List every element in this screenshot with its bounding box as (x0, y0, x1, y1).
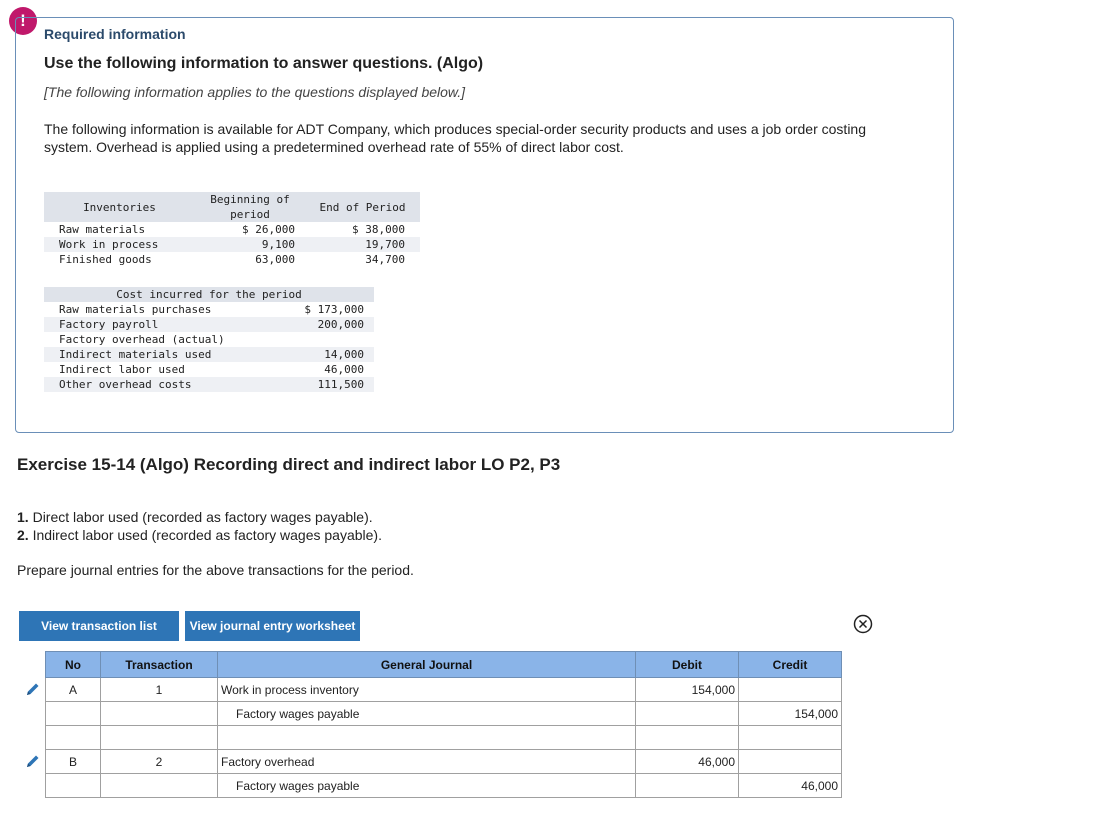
table-row (44, 302, 374, 317)
row-end: 19,700 (305, 237, 420, 252)
row-value: $ 173,000 (304, 303, 364, 316)
task-number: 2. (17, 527, 29, 543)
row-end: $ 38,000 (352, 223, 405, 236)
row-begin: 63,000 (255, 253, 295, 266)
task-text: Direct labor used (recorded as factory wages payable). (28, 509, 373, 525)
col-no-header: No (46, 652, 101, 678)
prepare-instruction: Prepare journal entries for the above transactions for the period. (17, 562, 414, 578)
table-row (44, 252, 420, 267)
table-row (44, 222, 420, 237)
table-row (44, 237, 420, 252)
list-item (17, 508, 382, 526)
debit-cell[interactable]: 46,000 (636, 750, 739, 774)
table-row (46, 750, 842, 774)
applies-note: [The following information applies to the questions displayed below.] (44, 84, 466, 100)
view-transaction-list-button[interactable]: View transaction list (19, 611, 179, 641)
account-cell[interactable]: Factory wages payable (218, 702, 636, 726)
col-general-journal-header: General Journal (218, 652, 636, 678)
task-list (17, 508, 382, 544)
entry-transaction (101, 726, 218, 750)
entry-no (46, 726, 101, 750)
entry-transaction (101, 702, 218, 726)
table-row (44, 377, 374, 392)
instructions-heading: Use the following information to answer questions. (Algo) (44, 55, 484, 72)
company-description: The following information is available for ADT Company, which produces special-order security products and uses a job order costing system. Overhead is applied using a predetermined overhead rate of 55% of direct labor cost. (44, 121, 867, 155)
entry-no (46, 702, 101, 726)
end-header: End of Period (305, 192, 420, 222)
debit-cell[interactable] (636, 774, 739, 798)
row-label: Factory overhead (actual) (59, 333, 225, 346)
table-row (44, 347, 374, 362)
debit-cell[interactable] (636, 702, 739, 726)
row-label: Other overhead costs (44, 377, 284, 392)
row-value: 200,000 (284, 317, 374, 332)
table-row (44, 317, 374, 332)
account-cell[interactable] (218, 726, 636, 750)
row-label: Work in process (44, 237, 195, 252)
edit-pencil-icon[interactable] (25, 753, 41, 769)
exercise-title: Exercise 15-14 (Algo) Recording direct and indirect labor LO P2, P3 (17, 455, 561, 474)
col-debit-header: Debit (636, 652, 739, 678)
entry-no: B (46, 750, 101, 774)
credit-cell[interactable] (739, 750, 842, 774)
inventories-header: Inventories (44, 192, 195, 222)
entry-transaction: 2 (101, 750, 218, 774)
costs-table (44, 287, 374, 392)
inventories-table (44, 192, 420, 267)
account-cell[interactable]: Work in process inventory (218, 678, 636, 702)
account-cell[interactable]: Factory overhead (218, 750, 636, 774)
entry-no: A (46, 678, 101, 702)
task-text: Indirect labor used (recorded as factory wages payable). (28, 527, 382, 543)
credit-cell[interactable] (739, 678, 842, 702)
row-label: Indirect materials used (44, 347, 284, 362)
table-row (46, 774, 842, 798)
row-label: Raw materials (59, 223, 146, 236)
row-value: 111,500 (284, 377, 374, 392)
table-row (44, 362, 374, 377)
row-label: Raw materials purchases (59, 303, 212, 316)
journal-entries-table (45, 651, 842, 798)
costs-header: Cost incurred for the period (44, 287, 374, 302)
col-transaction-header: Transaction (101, 652, 218, 678)
table-row (46, 678, 842, 702)
credit-cell[interactable]: 154,000 (739, 702, 842, 726)
entry-transaction: 1 (101, 678, 218, 702)
entry-no (46, 774, 101, 798)
debit-cell[interactable] (636, 726, 739, 750)
col-credit-header: Credit (739, 652, 842, 678)
edit-pencil-icon[interactable] (25, 681, 41, 697)
table-row (46, 702, 842, 726)
credit-cell[interactable]: 46,000 (739, 774, 842, 798)
required-info-title: Required information (44, 26, 186, 42)
account-cell[interactable]: Factory wages payable (218, 774, 636, 798)
credit-cell[interactable] (739, 726, 842, 750)
row-value: 46,000 (324, 363, 364, 376)
table-row (46, 726, 842, 750)
row-value: 14,000 (284, 347, 374, 362)
table-row (44, 332, 374, 347)
row-label: Finished goods (59, 253, 152, 266)
row-end: 34,700 (365, 253, 405, 266)
row-label: Factory payroll (44, 317, 284, 332)
row-begin: 9,100 (195, 237, 305, 252)
debit-cell[interactable]: 154,000 (636, 678, 739, 702)
row-begin: $ 26,000 (242, 223, 295, 236)
list-item (17, 526, 382, 544)
view-journal-worksheet-button[interactable]: View journal entry worksheet (185, 611, 360, 641)
row-value (284, 332, 374, 347)
entry-transaction (101, 774, 218, 798)
row-label: Indirect labor used (59, 363, 185, 376)
beginning-header: Beginning of period (195, 192, 305, 222)
task-number: 1. (17, 509, 29, 525)
alert-icon: ! (9, 7, 37, 35)
close-icon[interactable] (853, 614, 873, 634)
